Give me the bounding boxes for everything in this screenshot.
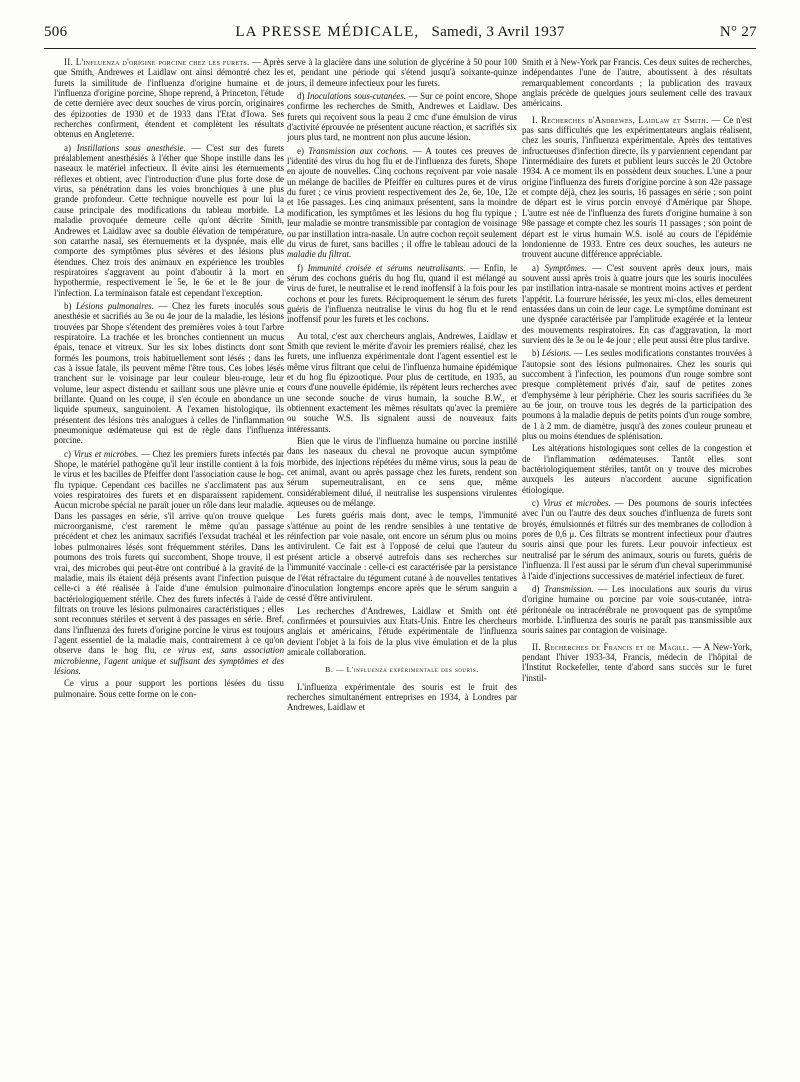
paragraph-continuation: Smith et à New-York par Francis. Ces deux suites de recherches, indépendantes l'une de l'autre, aboutissent à des résultats remarquablement concordants ; la publication des travaux anglais précède de quelques jours seulement celle des travaux américains. [522, 57, 752, 109]
paragraph-lesions-pulmonaires: b) Lésions pulmonaires. — Chez les furets inoculés sous anesthésie et sacrifiés au 3e ou 4e jour de la maladie, les lésions trouvées par Shope s'étendent des premières voies à tout l'arbre respiratoire. La trachée et les bronches contiennent un mucus épais, tenace et vitreux. Sur les six lobes distincts dont sont formés les poumons, trois habituellement sont lésés ; dans les cas à issue fatale, ils peuvent même l'être tous. Ces lobes lésés tranchent sur le voisinage par leur couleur bleu-rouge, leur volume, leur aspect distendu et saillant sous une plèvre unie et brillante. Quand on les coupe, il s'en écoule en abondance un liquide spumeux, sanguinolent. A l'examen histologique, ils présentent des lésions très analogues à celles de l'inflammation pneumonique œdémateuse qui est de règle dans l'influenza porcine. [54, 300, 284, 446]
paragraph-recherches-confirmees: Les recherches d'Andrewes, Laidlaw et Smith ont été confirmées et poursuivies aux Etats-Unis. Entre les chercheurs anglais et américains, l'étude expérimentale de l'influenza devient l'objet à la fois de la plus vive émulation et de la plus amicale collaboration. [287, 605, 517, 657]
subheading: Inoculations sous-cutanées. [307, 91, 406, 102]
section-heading: II. Recherches de Francis et de Magill. [532, 641, 690, 652]
paragraph-continuation: serve à la glacière dans une solution de glycérine à 50 pour 100 et, pendant une période qui s'étend jusqu'à soixante-quinze jours, il demeure infectieux pour les furets. [287, 57, 517, 88]
column-1 [54, 57, 284, 1069]
paragraph-virus-microbes: c) Virus et microbes. — Chez les premiers furets infectés par Shope, le matériel pathogène qu'il leur instille contient à la fois le virus et les bacilles de Pfeiffer dont l'association cause le hog-flu typique. Cependant ces bacilles ne s'acclimatent pas aux voies respiratoires des furets et en disparaissent rapidement. Aucun microbe spécial ne paraît jouer un rôle dans leur maladie. Dans les passages en série, s'il arrive qu'on trouve quelque microorganisme, c'est rarement le même qu'au passage précédent et chez les animaux sacrifiés l'exsudat trachéal et les lobes pulmonaires lésés sont fréquemment stériles. Dans les poumons des trois furets qui succombent, Shope trouve, il est vrai, des microbes qui peut-être ont contribué à la gravité de la maladie, mais ils étaient déjà présents avant l'infection puisque celle-ci a été réalisée à l'aide d'une émulsion pulmonaire bactériologiquement stérile. Chez des furets infectés à l'aide de filtrats on trouve les lésions pulmonaires caractéristiques ; elles sont reconnues stériles et servent à des passages en série. Bref, dans l'influenza des furets d'origine porcine le virus est toujours l'agent essentiel de la maladie mais, contrairement à ce qu'on observe dans le hog flu, ce virus est, sans association microbienne, l'agent unique et suffisant des symptômes et des lésions. [54, 448, 284, 676]
subheading: Instillations sous anesthésie. [76, 142, 186, 153]
subheading: Symptômes. [544, 262, 587, 273]
paragraph-souris-intro: L'influenza expérimentale des souris est le fruit des recherches simultanément entreprises en 1934, à Londres par Andrewes, Laidlaw et [287, 681, 517, 713]
column-2 [287, 57, 517, 1069]
paragraph-virus-support: Ce virus a pour support les portions lésées du tissu pulmonaire. Sous cette forme on le con- [54, 678, 284, 699]
section-heading: II. L'influenza d'origine porcine chez les furets. [64, 57, 250, 67]
subheading: Lésions pulmonaires. [76, 300, 154, 311]
paragraph-au-total: Au total, c'est aux chercheurs anglais, Andrewes, Laidlaw et Smith que revient le mérite d'avoir les premiers réalisé, chez les furets, une influenza expérimentale dont l'agent essentiel est le même virus filtrant que celui de l'influenza humaine épidémique et du hog flu épizootique. Pour plus de certitude, en 1935, au cours d'une nouvelle épidémie, ils répètent leurs recherches avec une seconde souche de virus humain, la souche B.W., et obtiennent exactement les mêmes résultats qu'avec la première ou souche W.S. Ils signalent aussi de nouveaux faits intéressants. [287, 330, 517, 434]
paragraph-transmission-cochons: e) Transmission aux cochons. — A toutes ces preuves de l'identité des virus du hog flu et de l'influenza des furets, Shope en ajoute de nouvelles. Cinq cochons reçoivent par voie nasale un mélange de bacilles de Pfeiffer en cultures pures et de virus du furet ; ce virus provient respectivement des 2e, 6e, 10e, 12e et 16e passages. Les cinq animaux présentent, sans la moindre modification, les symptômes et les lésions du hog flu typique ; leur maladie se montre transmissible par contagion de voisinage ou par instillation intra-nasale. Un autre cochon reçoit seulement du virus de furet, sans bacilles ; il offre le tableau adouci de la maladie du filtrat. [287, 145, 517, 260]
section-heading: I. Recherches d'Andrewes, Laidlaw et Smith. [532, 114, 709, 125]
paragraph-transmission: d) Transmission. — Les inoculations aux souris du virus d'origine humaine ou porcine par voie sous-cutanée, intra-péritonéale ou intracérébrale ne provoquent pas de symptôme morbide. L'influenza des souris ne paraît pas transmissible aux souris saines par contagion de voisinage. [522, 583, 752, 636]
subheading: Virus et microbes. [73, 448, 139, 459]
issue-number: N° 27 [719, 24, 757, 40]
publication-title: LA PRESSE MÉDICALE, [235, 24, 420, 40]
subheading: Immunité croisée et sérums neutralisants. [307, 262, 466, 273]
header-rule [44, 48, 756, 49]
paragraph-lesions: b) Lésions. — Les seules modifications constantes trouvées à l'autopsie sont des lésions pulmonaires. Chez les souris qui succombent à l'infection, les poumons d'un rouge sombre sont presque complètement privés d'air, sauf de petites zones d'emphysème à leur périphérie. Chez les souris sacrifiées du 3e au 6e jour, on trouve tous les degrés de la participation des poumons à la maladie depuis de petits points d'un rouge sombre, de 1 à 2 mm. de diamètre, jusqu'à des zones couleur pruneau et plus ou moins étendues de splénisation. [522, 348, 752, 442]
paragraph-histologie: Les altérations histologiques sont celles de la congestion et de l'inflammation œdémateuses. Tantôt elles sont bactériologiquement stériles, tantôt on y trouve des microbes auxquels les auteurs n'accordent aucune signification étiologique. [522, 443, 752, 495]
page-number: 506 [44, 24, 68, 40]
paragraph-section-andrewes: I. Recherches d'Andrewes, Laidlaw et Smith. — Ce n'est pas sans difficultés que les expérimentateurs anglais réalisent, chez les souris, l'influenza expérimentale. Après des tentatives infructueuses d'infection directe, ils y parviennent cependant par l'intermédiaire des furets et publient leurs succès le 20 Octobre 1934. A ce moment ils en possèdent deux souches. L'une a pour origine l'influenza des furets d'origine porcine à son 42e passage et compte déjà, chez les souris, 16 passages en série ; son point de départ est le virus porcin envoyé d'Amérique par Shope. L'autre est née de l'influenza des furets d'origine humaine à son 98e passage et compte chez les souris 11 passages ; son point de départ est le virus humain W.S. isolé au cours de l'épidémie londonienne de 1933. Entre ces deux souches, les auteurs ne trouvent aucune différence appréciable. [522, 114, 752, 260]
paragraph-symptomes: a) Symptômes. — C'est souvent après deux jours, mais souvent aussi après trois à quatre jours que les souris inoculées par instillation intra-nasale se montrent moins actives et perdent l'appétit. La fourrure hérissée, les yeux mi-clos, elles demeurent entassées dans un coin de leur cage. Le symptôme dominant est une dyspnée caractérisée par l'amplitude exagérée et la lenteur des mouvements respiratoires. En cas d'aggravation, la mort survient dès le 3e ou le 4e jour ; elle peut aussi être plus tardive. [522, 262, 752, 345]
paragraph-furets-gueris: Les furets guéris mais dont, avec le temps, l'immunité s'atténue au point de les rendre sensibles à une tentative de réinfection par voie nasale, ont encore un sérum plus ou moins antivirulent. Ce fait est à l'opposé de celui que l'auteur du présent article a observé autrefois dans ses recherches sur l'immunité vaccinale : celle-ci est caractérisée par la persistance de l'état réfractaire du tégument cutané à de nouvelles tentatives d'inoculation longtemps encore après que le sérum sanguin a cessé d'être antivirulent. [287, 510, 517, 604]
paragraph-section-francis: II. Recherches de Francis et de Magill. — A New-York, pendant l'hiver 1933-34, Francis, médecin de l'hôpital de l'Institut Rockefeller, tente d'abord sans succès sur le furet l'instil- [522, 641, 752, 683]
column-3 [522, 57, 752, 1069]
paragraph-instillations: a) Instillations sous anesthésie. — C'est sur des furets préalablement anesthésiés à l'éther que Shope instille dans les naseaux le matériel infectieux. Il évite ainsi les éternuements réflexes et obtient, avec l'introduction d'une plus forte dose de virus, sa pénétration dans les voies bronchiques à une plus grande profondeur. Cette technique nouvelle est pour lui la cause principale des modifications du tableau morbide. La maladie provoquée demeure celle qu'ont décrite Smith, Andrewes et Laidlaw avec sa double élévation de température, son catarrhe nasal, ses éternuements et la dyspnée, mais elle comporte des symptômes plus sévères et des lésions plus étendues. Chez trois des animaux en expérience les troubles respiratoires s'aggravent au point d'aboutir à la mort en hypothermie, respectivement le 5e, le 6e et le 8e jour de l'infection. La terminaison fatale est cependant l'exception. [54, 142, 284, 298]
subheading: Lésions. [541, 348, 572, 359]
section-heading-souris: B. — L'influenza expérimentale des souris. [325, 665, 479, 675]
paragraph-cheval: Bien que le virus de l'influenza humaine ou porcine instillé dans les naseaux du cheval ne provoque aucun symptôme morbide, des injections répétées du même virus, sous la peau de cet animal, avant ou après passage chez les furets, rendent son sérum superneutralisant, en ce sens que, même considérablement dilué, il neutralise les suspensions virulentes aqueuses ou de mélange. [287, 436, 517, 509]
paragraph-inoculations-sous-cutanees: d) Inoculations sous-cutanées. — Sur ce point encore, Shope confirme les recherches de Smith, Andrewes et Laidlaw. Des furets qui reçoivent sous la peau 2 cmc d'une émulsion de virus d'activité éprouvée ne présentent aucune réaction, et sacrifiés six jours plus tard, ne montrent non plus aucune lésion. [287, 91, 517, 143]
issue-date: Samedi, 3 Avril 1937 [431, 24, 565, 40]
paragraph-section-2: II. L'influenza d'origine porcine chez les furets. — Après que Smith, Andrewes et Laidlaw ont ainsi démontré chez les furets la similitude de l'influenza d'origine humaine et de l'influenza d'origine porcine, Shope reprend, à Princeton, l'étude de cette dernière avec deux souches de virus porcin, originaires des épizooties de 1930 et de 1933 dans l'Etat d'Iowa. Ses recherches confirment, étendent et complètent les résultats obtenus en Angleterre. [54, 57, 284, 140]
subheading: Transmission aux cochons. [308, 145, 409, 156]
paragraph-immunite-croisee: f) Immunité croisée et sérums neutralisants. — Enfin, le sérum des cochons guéris du hog flu, quand il est mélangé au virus de furet, le neutralise et le rend inoffensif à la fois pour les cochons et pour les furets. Réciproquement le sérum des furets guéris de l'influenza neutralise le virus du hog flu et le rend inoffensif pour les furets et les cochons. [287, 262, 517, 325]
running-header [0, 22, 800, 42]
subheading: Virus et microbes. [543, 498, 611, 509]
subheading: Transmission. [544, 583, 594, 594]
paragraph-virus-microbes-souris: c) Virus et microbes. — Des poumons de souris infectées avec l'un ou l'autre des deux souches d'influenza de furets sont broyés, émulsionnés et filtrés sur des membranes de collodion à pores de 0,6 μ. Ces filtrats se montrent infectieux pour d'autres souris ainsi que pour les furets. Leur pouvoir infectieux est neutralisé par le sérum des animaux, souris ou furets, guéris de l'influenza. Il l'est aussi par le sérum d'un cheval superimmunisé à l'aide d'injections successives de matériel infectieux de furet. [522, 498, 752, 581]
